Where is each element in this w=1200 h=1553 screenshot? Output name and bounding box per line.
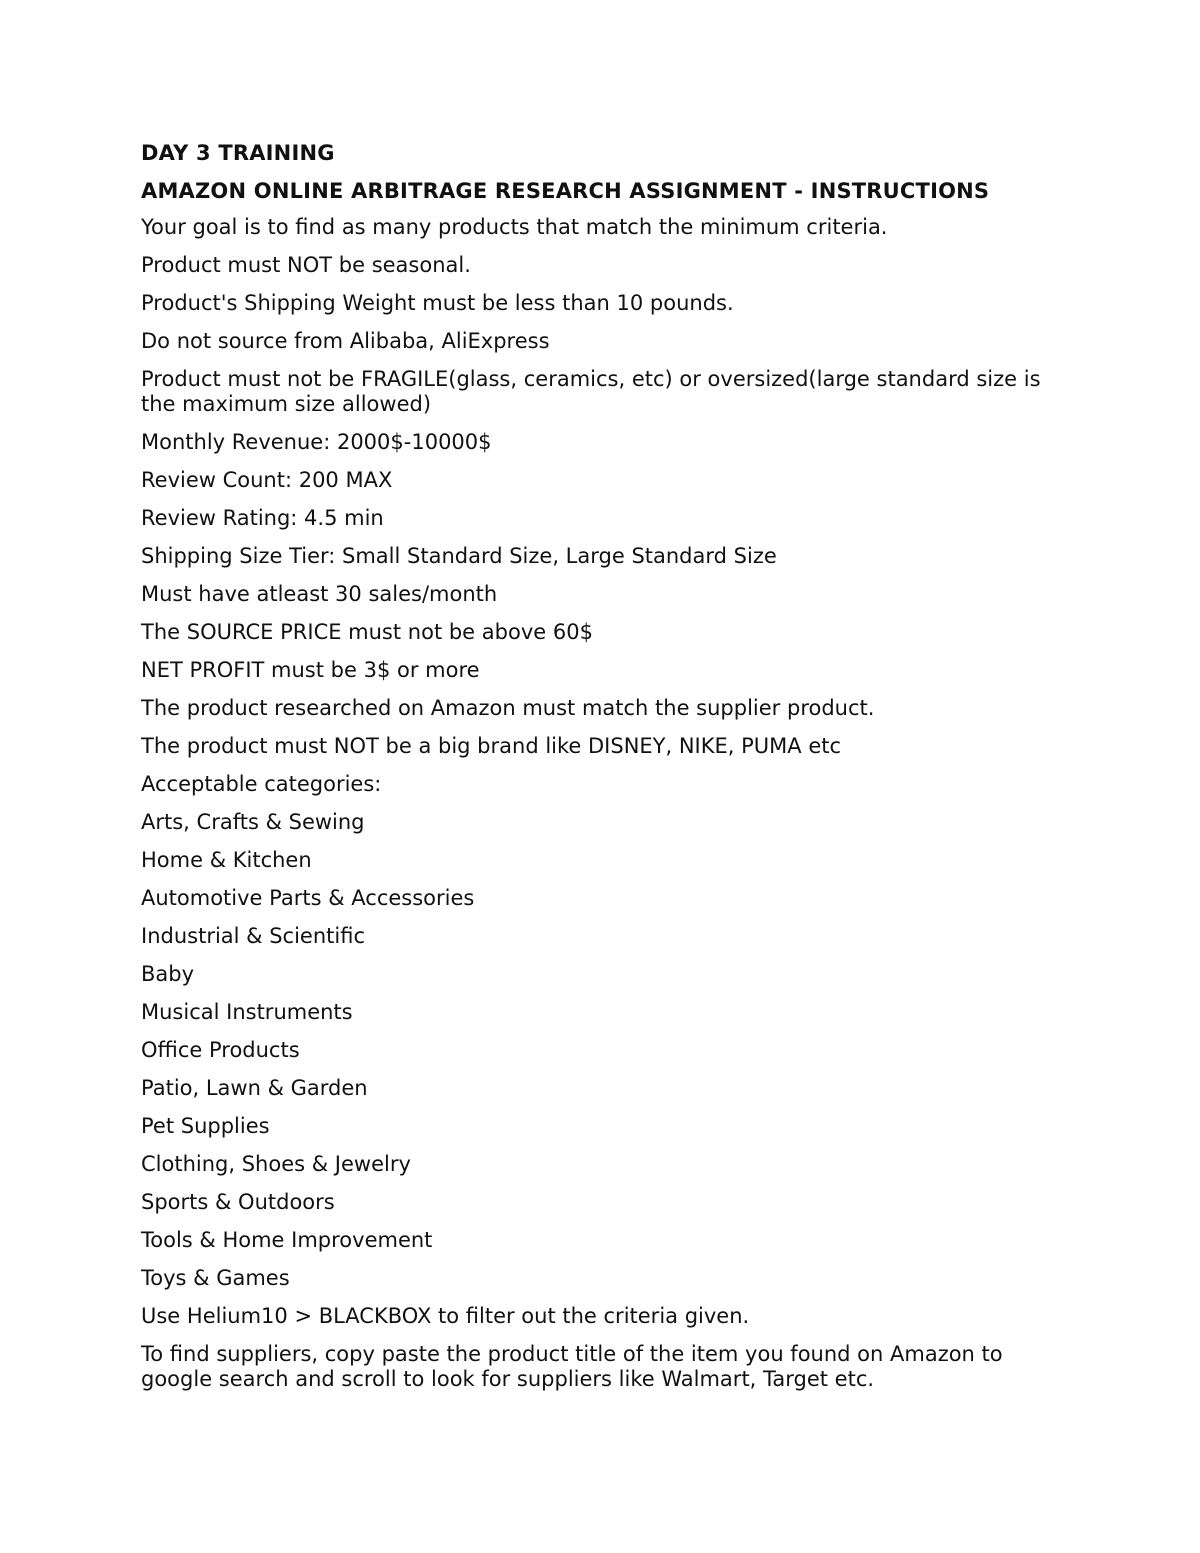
source-rule: Do not source from Alibaba, AliExpress [141,329,550,353]
category-item: Tools & Home Improvement [141,1228,433,1252]
category-item: Arts, Crafts & Sewing [141,810,365,834]
seasonal-rule: Product must NOT be seasonal. [141,253,471,277]
category-item: Pet Supplies [141,1114,270,1138]
category-item: Toys & Games [141,1266,290,1290]
category-item: Patio, Lawn & Garden [141,1076,368,1100]
source-price-rule: The SOURCE PRICE must not be above 60$ [141,620,593,644]
category-item: Sports & Outdoors [141,1190,335,1214]
revenue-rule: Monthly Revenue: 2000$-10000$ [141,430,492,454]
document-page [141,139,1061,1405]
tool-instruction: Use Helium10 > BLACKBOX to filter out the criteria given. [141,1304,750,1328]
sales-rule: Must have atleast 30 sales/month [141,582,498,606]
assignment-heading: AMAZON ONLINE ARBITRAGE RESEARCH ASSIGNMENT - INSTRUCTIONS [141,179,990,203]
brand-rule: The product must NOT be a big brand like DISNEY, NIKE, PUMA etc [141,734,842,758]
net-profit-rule: NET PROFIT must be 3$ or more [141,658,480,682]
review-rating-rule: Review Rating: 4.5 min [141,506,384,530]
weight-rule: Product's Shipping Weight must be less than 10 pounds. [141,291,734,315]
category-item: Industrial & Scientific [141,924,365,948]
goal-line: Your goal is to find as many products that match the minimum criteria. [141,215,888,239]
category-item: Office Products [141,1038,300,1062]
review-count-rule: Review Count: 200 MAX [141,468,393,492]
fragile-rule: Product must not be FRAGILE(glass, ceramics, etc) or oversized(large standard size is the maximum size allowed) [141,367,1041,416]
category-item: Musical Instruments [141,1000,353,1024]
match-rule: The product researched on Amazon must match the supplier product. [141,696,875,720]
supplier-instruction: To find suppliers, copy paste the product title of the item you found on Amazon to google search and scroll to look for suppliers like Walmart, Target etc. [141,1342,1003,1391]
day-heading: DAY 3 TRAINING [141,141,335,165]
category-item: Automotive Parts & Accessories [141,886,475,910]
size-tier-rule: Shipping Size Tier: Small Standard Size, Large Standard Size [141,544,777,568]
category-item: Baby [141,962,195,986]
category-item: Clothing, Shoes & Jewelry [141,1152,411,1176]
category-item: Home & Kitchen [141,848,312,872]
categories-heading: Acceptable categories: [141,772,382,796]
